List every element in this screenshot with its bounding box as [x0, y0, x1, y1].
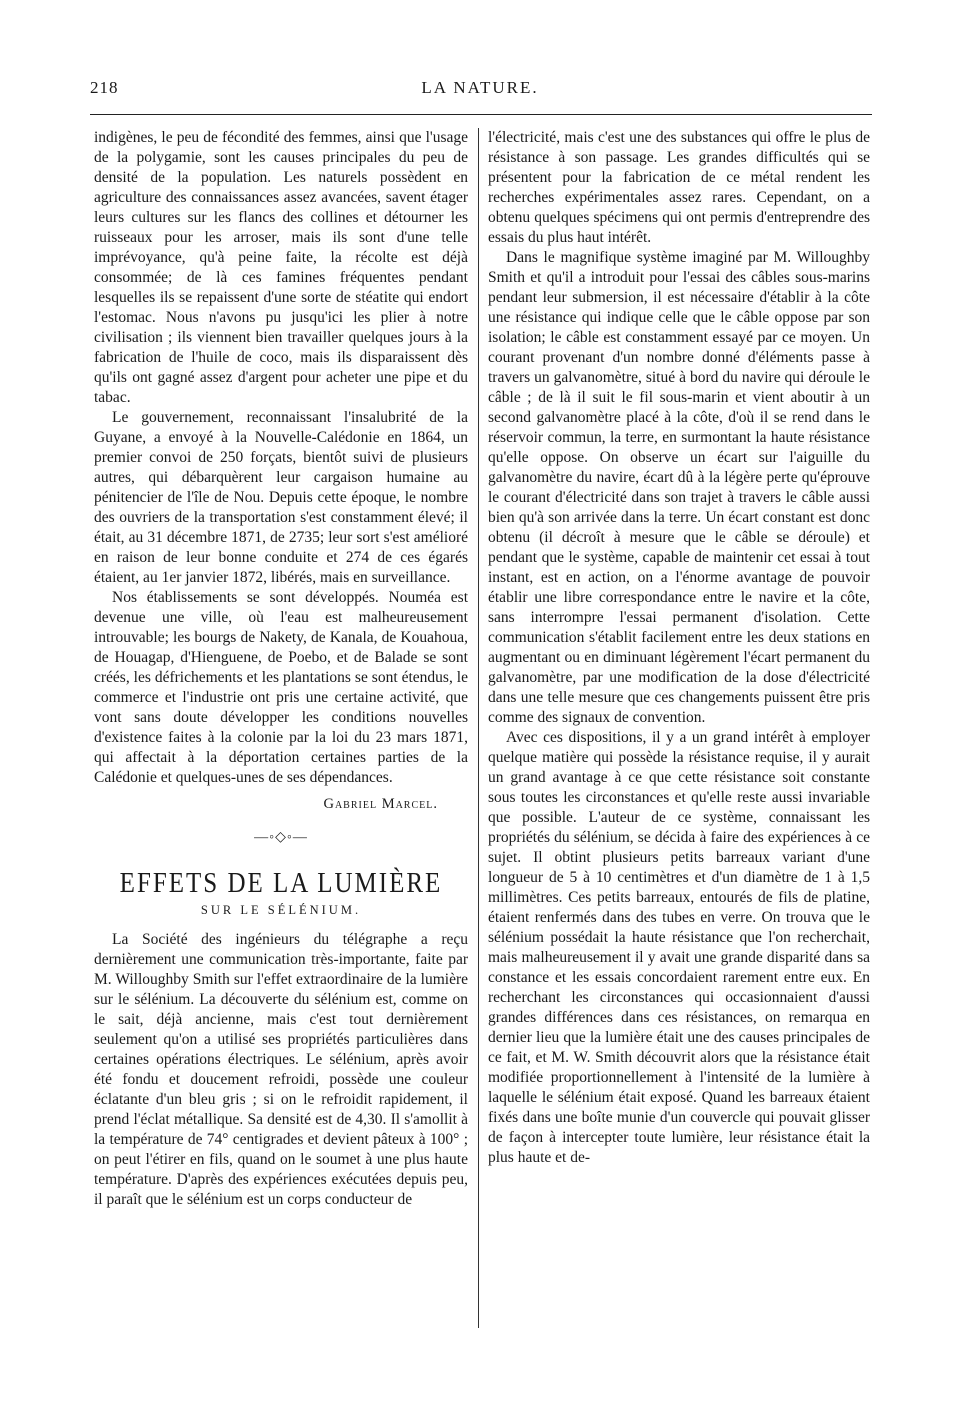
header-rule: [90, 114, 872, 115]
running-title: LA NATURE.: [421, 78, 539, 97]
paragraph: indigènes, le peu de fécondité des femmes, ainsi que l'usage de la polygamie, sont les causes principales du peu de densité de la population. Les naturels possèdent en agriculture des connaissances assez avancées, savent étager leurs cultures sur les flancs des collines et détourner les ruisseaux pour les arroser, mais ils sont d'une telle imprévoyance, qu'à peine faite, la récolte est déjà consommée; de là ces famines fréquentes pendant lesquelles ils se repaissent d'une sorte de stéatite qui endort l'estomac. Nous n'avons pu jusqu'ici les plier à notre civilisation ; ils viennent bien travailler quelques jours à la fabrication de l'huile de coco, mais ils disparaissent dès qu'ils ont gagné assez d'argent pour acheter une pipe et du tabac.: [94, 129, 468, 406]
page-header: [90, 78, 870, 102]
article-paragraph: La Société des ingénieurs du télégraphe a reçu dernièrement une communication très-importante, faite par M. Willoughby Smith sur l'effet extraordinaire de la lumière sur le sélénium. La découverte du sélénium est, comme on le sait, déjà ancienne, mais c'est tout dernièrement seulement qu'on a utilisé ses propriétés particulières dans certaines opérations électriques. Le sélénium, après avoir été fondu et doucement refroidi, possède une couleur éclatante d'un bleu gris ; si on le refroidit rapidement, il prend l'éclat métallique. Sa densité est de 4,30. Il s'amollit à la température de 74° centigrades et devient pâteux à 100° ; on peut l'étirer en fils, quand on le soumet à une plus haute température. D'après des expériences exécutées depuis peu, il paraît que le sélénium est un corps conducteur de: [94, 931, 468, 1208]
paragraph: Le gouvernement, reconnaissant l'insalubrité de la Guyane, a envoyé à la Nouvelle-Calédonie en 1864, un premier convoi de 250 forçats, bientôt suivi de plusieurs autres, qui débarquèrent leur cargaison humaine au pénitencier de l'île de Nou. Depuis cette époque, le nombre des ouvriers de la transportation s'est constamment élevé; il était, au 31 décembre 1871, de 2735; leur sort s'est amélioré en raison de leur bonne conduite et 274 de ces égarés étaient, au 1er janvier 1872, libérés, mais en surveillance.: [94, 409, 468, 586]
left-column: [94, 128, 468, 1210]
paragraph: l'électricité, mais c'est une des substances qui offre le plus de résistance à son passage. Les grandes difficultés qui se présentent pour la fabrication de ce métal rendent les recherches expérimentales assez rares. Cependant, on a obtenu quelques spécimens qui ont permis d'entreprendre des essais du plus haut intérêt.: [488, 129, 870, 246]
paragraph: Dans le magnifique système imaginé par M. Willoughby Smith et qu'il a introduit pour l'essai des câbles sous-marins pendant leur submersion, il est nécessaire d'établir à la côte une résistance qui indique celle que le câble oppose par son isolation; le câble est constamment essayé par ce moyen. Un courant provenant d'un nombre donné d'éléments passe à travers un galvanomètre, situé à bord du navire qui déroule le câble ; de là il suit le fil sous-marin et vient aboutir à un second galvanomètre placé à la côte, d'où il se rend dans le réservoir commun, la terre, en surmontant la haute résistance qu'elle oppose. On observe un écart sur l'aiguille du galvanomètre du navire, écart dû à la légère perte qu'éprouve le courant d'électricité dans son trajet à travers le câble aussi bien qu'à son arrivée dans la terre. Un écart constant est donc obtenu (il décroît à mesure que le câble se déroule) et pendant que le système, capable de maintenir cet essai à tout instant, est en action, on a l'énorme avantage de pouvoir établir une libre correspondance entre le navire et la côte, sans interrompre l'essai permanent d'isolation. Cette communication s'établit facilement entre les deux stations en augmentant ou en diminuant légèrement l'écart permanent du galvanomètre, par une modification de la dose d'électricité dans une telle mesure que ces changements puissent être pris comme des signaux de convention.: [488, 249, 870, 726]
author-signature: Gabriel Marcel.: [323, 796, 438, 812]
paragraph: Nos établissements se sont développés. Nouméa est devenue une ville, où l'eau est malheureusement introuvable; les bourgs de Nakety, de Kanala, de Kouahoua, de Houagap, d'Hienguene, de Poebo, et de Balade se sont créés, les défrichements et les plantations se sont étendus, le commerce et l'industrie ont pris une certaine activité, que vont sans doute développer les conditions nouvelles d'existence faites à la colonie par la loi du 23 mars 1871, qui affectait à la déportation certaines parties de la Calédonie et quelques-unes de ses dépendances.: [94, 589, 468, 786]
right-column: [488, 128, 870, 1168]
section-subtitle: SUR LE SÉLÉNIUM.: [200, 903, 362, 917]
column-divider: [478, 128, 479, 1328]
paragraph: Avec ces dispositions, il y a un grand intérêt à employer quelque matière qui possède la résistance requise, il y aurait un grand avantage à ce que cette résistance soit constante sous toutes les circonstances et qu'elle reste aussi invariable que possible. L'auteur de ce système, connaissant les propriétés du sélénium, se décida à faire des expériences à ce sujet. Il obtint plusieurs petits barreaux variant d'une longueur de 5 à 10 centimètres et d'un diamètre de 1 à 1,5 millimètres. Ces petits barreaux, entourés de fils de platine, étaient renfermés dans des tubes en verre. On trouva que le sélénium possédait la haute résistance que l'on recherchait, mais malheureusement il y avait une grande disparité dans sa constance et les essais concordaient rarement entre eux. En recherchant les circonstances qui occasionnaient d'aussi grandes différences dans ces résistances, on remarqua en dernier lieu que la lumière était une des causes principales de ce fait, et M. W. Smith découvrit alors que la résistance était modifiée proportionnellement à l'intensité de la lumière à laquelle le sélénium était exposé. Quand les barreaux étaient fixés dans une boîte munie d'un couvercle qui pouvait glisser de façon à intercepter toute lumière, leur résistance était la plus haute et de-: [488, 729, 870, 1166]
section-ornament: —◦◇◦—: [254, 830, 308, 845]
section-title: EFFETS DE LA LUMIÈRE: [119, 867, 443, 899]
page-number: 218: [90, 78, 119, 97]
